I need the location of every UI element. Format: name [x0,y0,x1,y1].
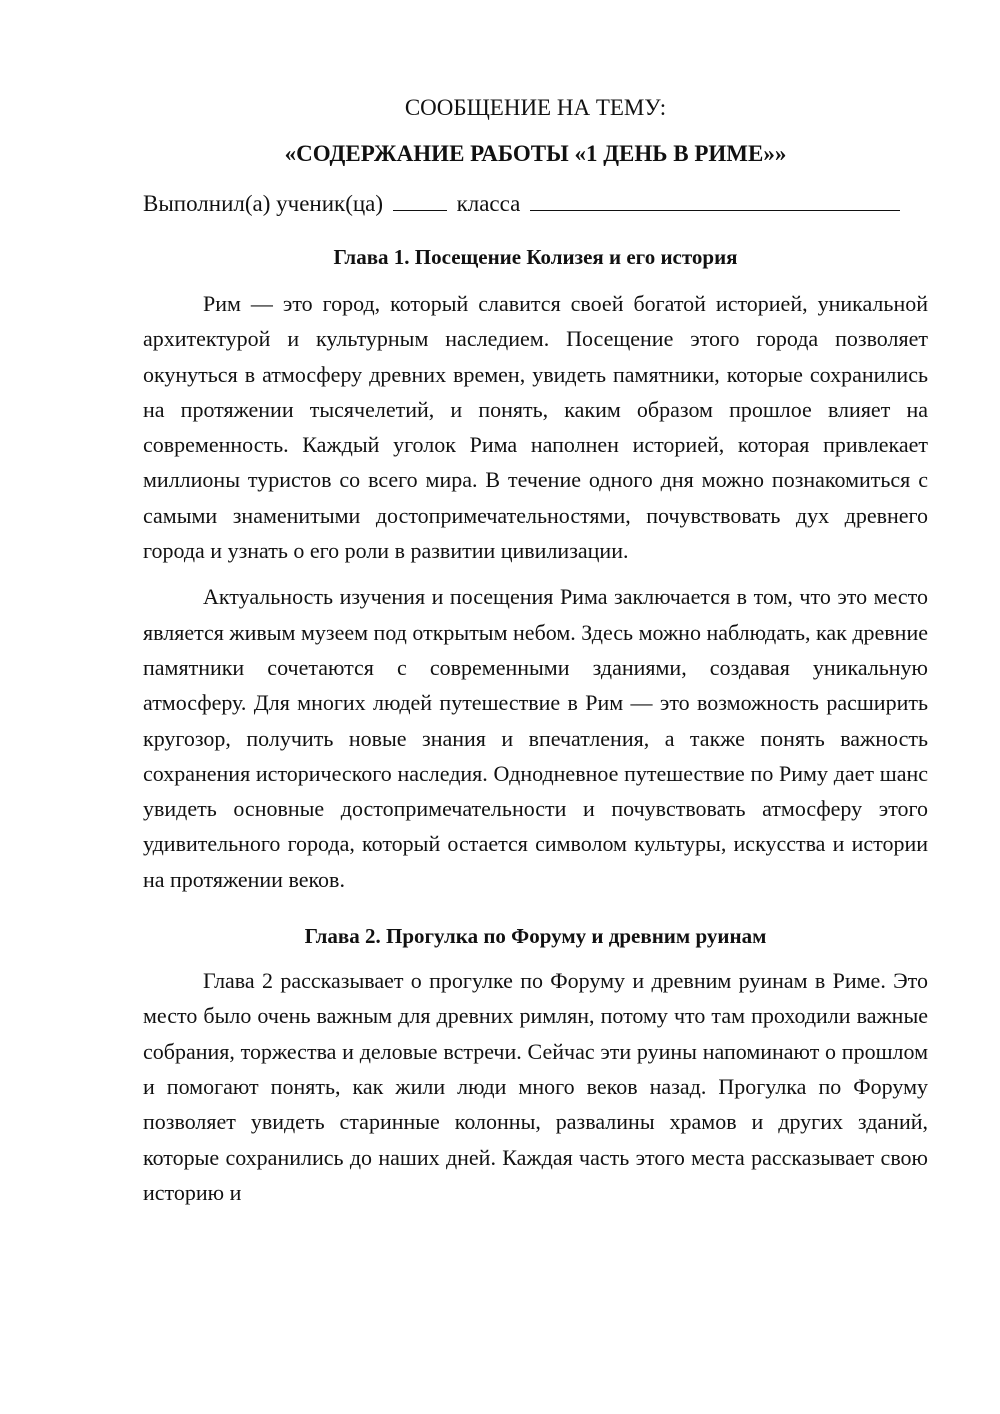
author-prefix: Выполнил(а) ученик(ца) [143,191,384,216]
class-number-blank [393,188,447,211]
author-line [143,188,928,220]
document-page [143,92,928,1210]
chapter-1-paragraph-1: Рим — это город, который славится своей богатой историей, уникальной архитектурой и культурным наследием. Посещение этого города позволяет окунуться в атмосферу древних времен, увидеть памятники, которые сохранились на протяжении тысячелетий, и понять, каким образом прошлое влияет на современность. Каждый уголок Рима наполнен историей, которая привлекает миллионы туристов со всего мира. В течение одного дня можно познакомиться с самыми знаменитыми достопримечательностями, почувствовать дух древнего города и узнать о его роли в развитии цивилизации. [143,291,928,564]
document-topic: «СОДЕРЖАНИЕ РАБОТЫ «1 ДЕНЬ В РИМЕ»» [284,141,787,166]
chapter-1-paragraph-2: Актуальность изучения и посещения Рима заключается в том, что это место является живым музеем под открытым небом. Здесь можно наблюдать, как древние памятники сочетаются с современными зданиями, создавая уникальную атмосферу. Для многих людей путешествие в Рим — это возможность расширить кругозор, получить новые знания и впечатления, а также понять важность сохранения исторического наследия. Однодневное путешествие по Риму дает шанс увидеть основные достопримечательности и почувствовать атмосферу этого удивительного города, который остается символом культуры, искусства и истории на протяжении веков. [143,584,928,892]
document-title: СООБЩЕНИЕ НА ТЕМУ: [404,95,667,120]
author-class-label: класса [456,191,521,216]
chapter-2-paragraph-1: Глава 2 рассказывает о прогулке по Форуму и древним руинам в Риме. Это место было очень важным для древних римлян, потому что там проходили важные собрания, торжества и деловые встречи. Сейчас эти руины напоминают о прошлом и помогают понять, как жили люди много веков назад. Прогулка по Форуму позволяет увидеть старинные колонны, развалины храмов и других зданий, которые сохранились до наших дней. Каждая часть этого места рассказывает свою историю и [143,968,928,1205]
chapter-2-heading: Глава 2. Прогулка по Форуму и древним руинам [304,924,767,949]
chapter-1-heading: Глава 1. Посещение Колизея и его история [333,245,738,269]
student-name-blank [530,188,900,211]
